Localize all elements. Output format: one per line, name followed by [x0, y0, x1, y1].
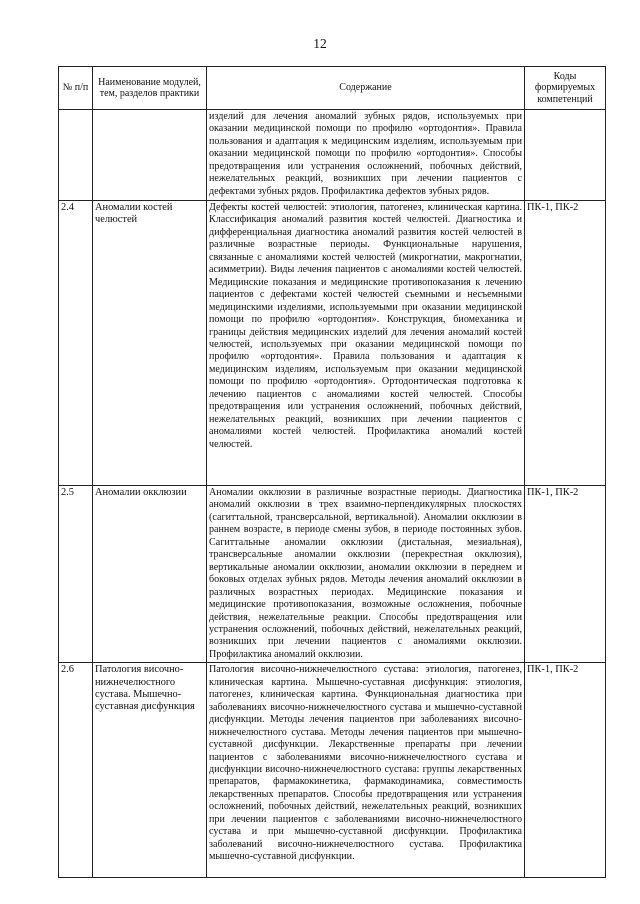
table-row	[59, 110, 606, 201]
row-codes: ПК-1, ПК-2	[525, 486, 606, 663]
header-codes: Коды формируемых компетенций	[525, 67, 606, 110]
row-codes: ПК-1, ПК-2	[525, 201, 606, 486]
table-row	[59, 663, 606, 878]
row-codes	[525, 110, 606, 201]
row-num: 2.6	[59, 663, 93, 878]
row-codes: ПК-1, ПК-2	[525, 663, 606, 878]
page-number: 12	[313, 36, 327, 51]
header-name: Наименование модулей, тем, разделов практики	[93, 67, 207, 110]
practice-content-table	[58, 66, 606, 878]
row-num	[59, 110, 93, 201]
table-row	[59, 201, 606, 486]
row-name: Аномалии окклюзии	[93, 486, 207, 663]
row-name	[93, 110, 207, 201]
header-num: № п/п	[59, 67, 93, 110]
table-header-row	[59, 67, 606, 110]
row-num: 2.4	[59, 201, 93, 486]
row-name: Патология височно-нижнечелюстного сустава. Мышечно-суставная дисфункция	[93, 663, 207, 878]
row-num: 2.5	[59, 486, 93, 663]
row-content: Дефекты костей челюстей: этиология, патогенез, клиническая картина. Классификация аномалий развития костей челюстей. Диагностика и дифференциальная диагностика аномалий развития костей челюстей в различные возрастные периоды. Функциональные нарушения, связанные с аномалиями костей челюстей (микрогнатии, макрогнатии, асимметрии). Виды лечения пациентов с аномалиями костей челюстей. Медицинские показания и медицинские противопоказания к лечению пациентов с дефектами костей челюстей съемными и несъемными медицинскими изделиями, используемыми при оказании медицинской помощи по профилю «ортодонтия». Конструкция, биомеханика и границы действия медицинских изделий для лечения аномалий костей челюстей, используемых при оказании медицинской помощи по профилю «ортодонтия». Правила пользования и адаптация к медицинским изделиям, используемым при оказании медицинской помощи по профилю «ортодонтия». Ортодонтическая подготовка к лечению пациентов с аномалиями костей челюстей. Способы предотвращения или устранения осложнений, побочных действий, нежелательных реакций, возникших при лечении пациентов с аномалиями костей челюстей. Профилактика аномалий костей челюстей.	[207, 201, 525, 486]
row-content: Аномалии окклюзии в различные возрастные периоды. Диагностика аномалий окклюзии в трех взаимно-перпендикулярных плоскостях (сагиттальной, трансверсальной, вертикальной). Аномалии окклюзии в раннем возрасте, в периоде смены зубов, в периоде постоянных зубов. Сагиттальные аномалии окклюзии (дистальная, мезиальная), трансверсальные аномалии окклюзии (перекрестная окклюзия), вертикальные аномалии окклюзии, аномалии окклюзии в переднем и боковых отделах зубных рядов. Методы лечения аномалий окклюзии в различных возрастных периодах. Медицинские показания и медицинские противопоказания, возможные осложнения, побочные действия, нежелательные реакции. Способы предотвращения или устранения осложнений, побочных действий, нежелательных реакций, возникших при лечении пациентов с аномалиями окклюзии. Профилактика аномалий окклюзии.	[207, 486, 525, 663]
row-name: Аномалии костей челюстей	[93, 201, 207, 486]
row-content: Патология височно-нижнечелюстного сустава: этиология, патогенез, клиническая картина. Мышечно-суставная дисфункция: этиология, патогенез, клиническая картина. Функциональная диагностика при заболеваниях височно-нижнечелюстного сустава и мышечно-суставной дисфункции. Методы лечения пациентов при заболеваниях височно-нижнечелюстного сустава. Методы лечения пациентов при мышечно-суставной дисфункции. Лекарственные препараты при лечении пациентов с заболеваниями височно-нижнечелюстного сустава и дисфункции височно-нижнечелюстного сустава: группы лекарственных препаратов, фармакокинетика, фармакодинамика, совместимость лекарственных препаратов. Способы предотвращения или устранения осложнений, побочных действий, нежелательных реакций, возникших при лечении пациентов с заболеваниями височно-нижнечелюстного сустава и при мышечно-суставной дисфункции. Профилактика заболеваний височно-нижнечелюстного сустава. Профилактика мышечно-суставной дисфункции.	[207, 663, 525, 878]
row-content: изделий для лечения аномалий зубных рядов, используемых при оказании медицинской помощи по профилю «ортодонтия». Правила пользования и адаптация к медицинским изделиям, используемым при оказании медицинской помощи по профилю «ортодонтия». Способы предотвращения или устранения осложнений, побочных действий, нежелательных реакций, возникших при лечении пациентов с дефектами зубных рядов. Профилактика дефектов зубных рядов.	[207, 110, 525, 201]
table-row	[59, 486, 606, 663]
header-content: Содержание	[207, 67, 525, 110]
